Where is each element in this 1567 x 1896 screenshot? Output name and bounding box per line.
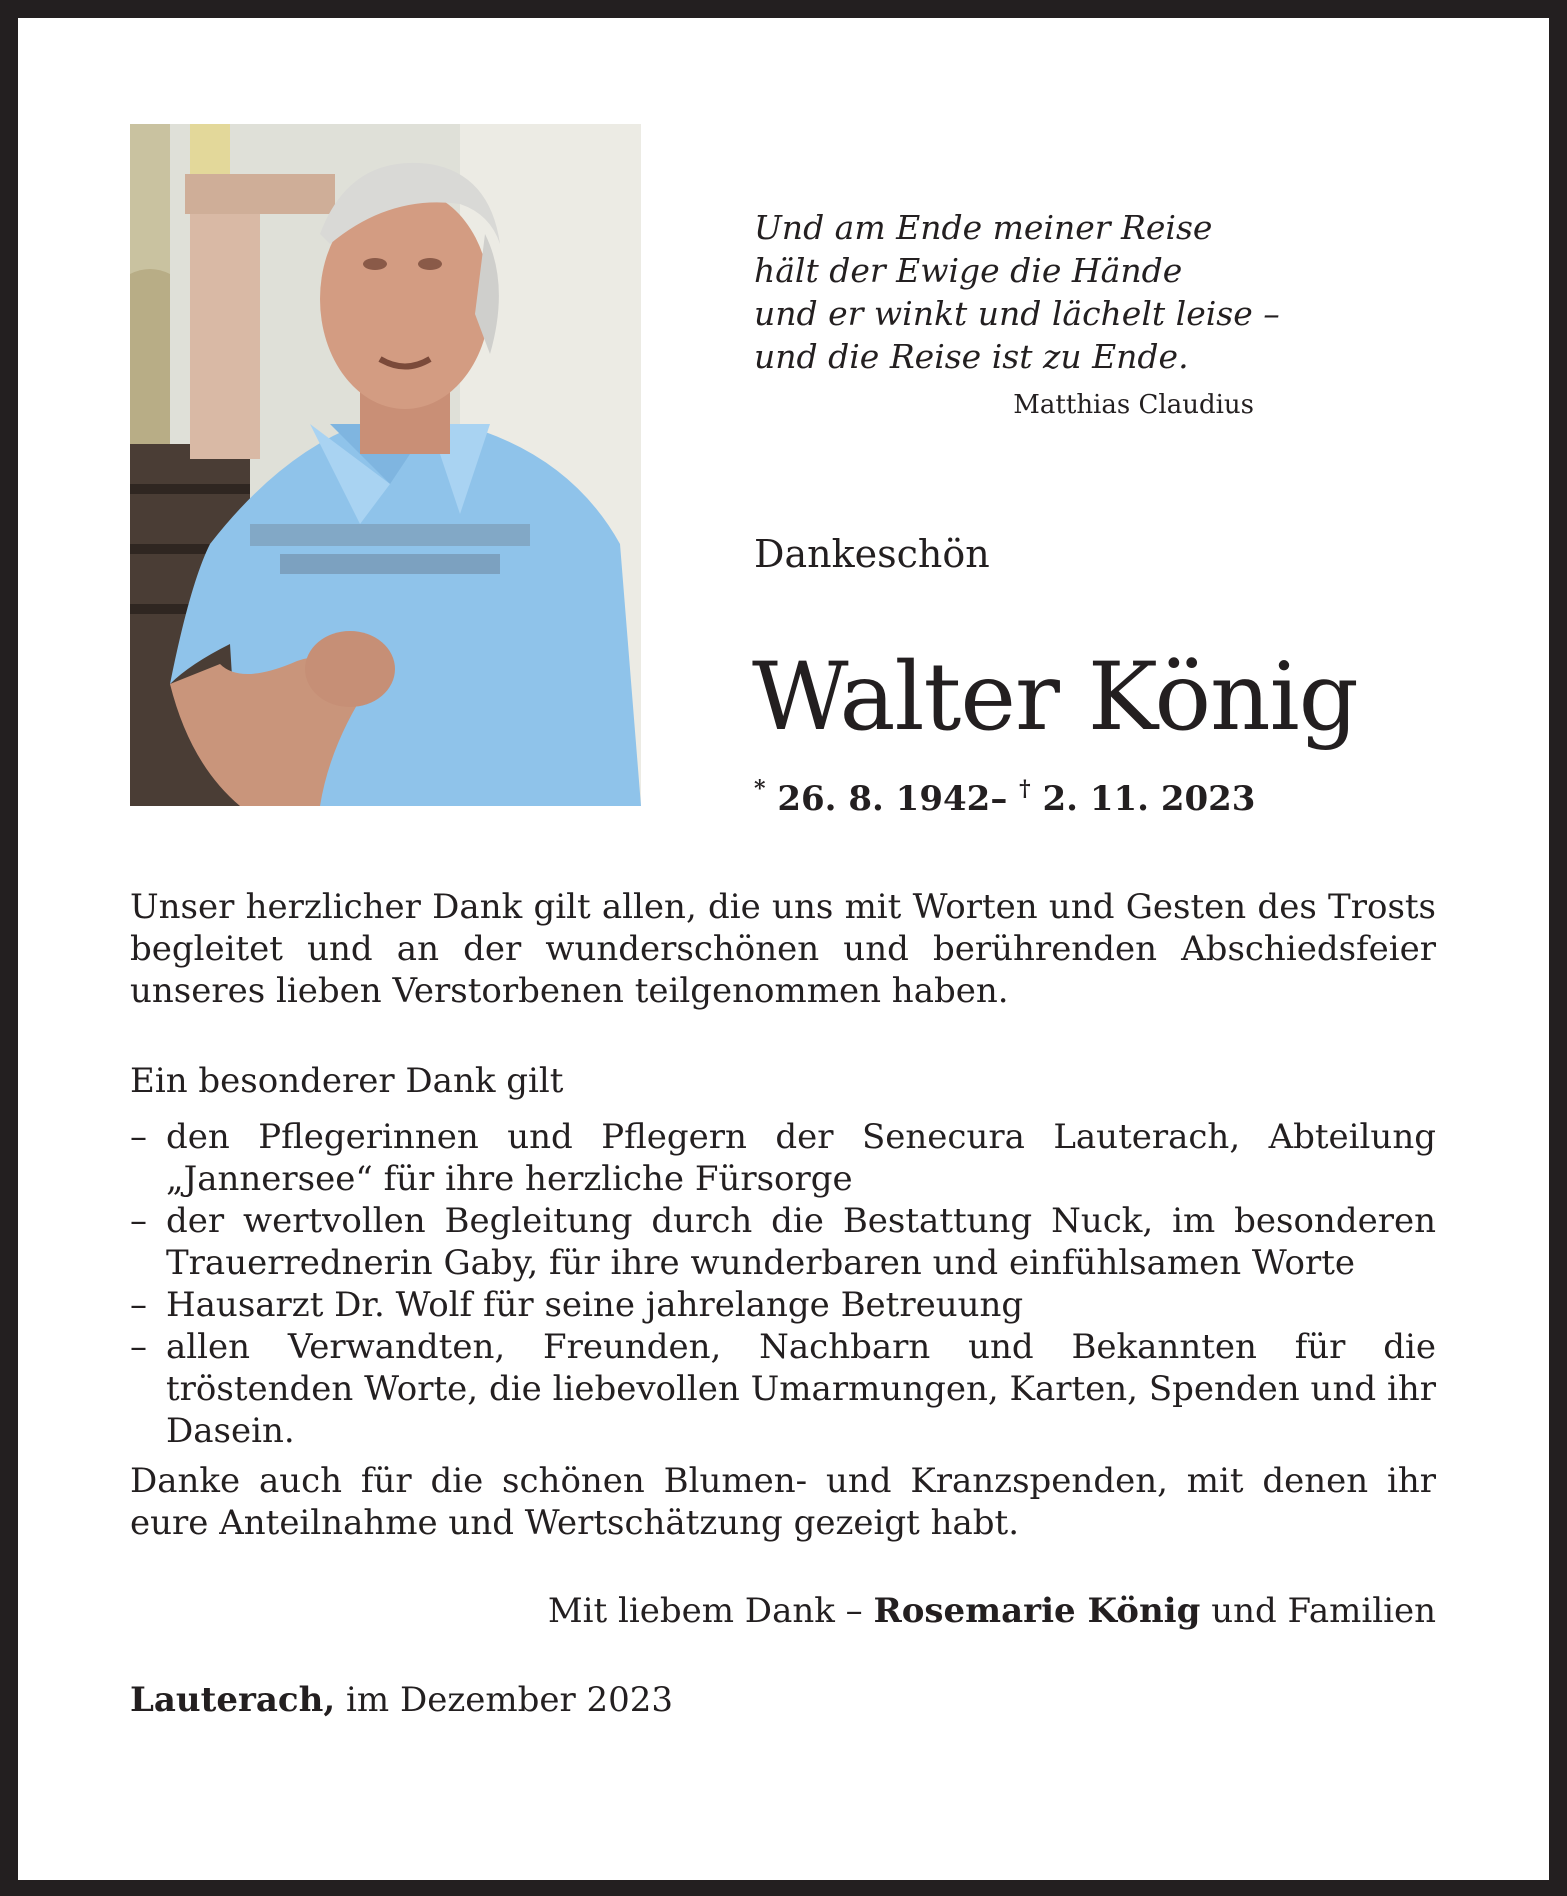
quote-line: und er winkt und lächelt leise – [754,294,1280,333]
signoff-name: Rosemarie König [873,1591,1201,1631]
date-separator: – [990,779,1008,819]
thanks-list [130,1116,1436,1452]
portrait-photo [130,124,641,806]
list-item: – der wertvollen Begleitung durch die Bestattung Nuck, im besonderen Trauerrednerin Gaby, für ihre wunderbaren und einfühlsamen Worte [130,1200,1436,1284]
list-item: – allen Verwandten, Freunden, Nachbarn und Bekannten für die tröstenden Worte, die liebevollen Umarmungen, Karten, Spenden und ihr Dasein. [130,1326,1436,1452]
heading-dankeschoen: Dankeschön [754,532,990,576]
list-item: – Hausarzt Dr. Wolf für seine jahrelange Betreuung [130,1284,1436,1326]
place-date [130,1680,673,1720]
memorial-quote [754,206,1314,378]
signoff-suffix: und Familien [1211,1591,1436,1631]
birth-date: 26. 8. 1942 [777,779,991,819]
signoff [130,1590,1436,1632]
flowers-paragraph: Danke auch für die schönen Blumen- und Kranzspenden, mit denen ihr eure Anteilnahme und Wertschätzung gezeigt habt. [130,1461,1436,1543]
place-town: Lauterach, [130,1680,336,1720]
birth-symbol: * [754,776,766,802]
quote-line: und die Reise ist zu Ende. [754,337,1189,376]
quote-author: Matthias Claudius [1013,390,1254,420]
quote-line: hält der Ewige die Hände [754,251,1183,290]
quote-line: Und am Ende meiner Reise [754,208,1213,247]
thanks-paragraph: Unser herzlicher Dank gilt allen, die uns mit Worten und Gesten des Trosts begleitet und an der wunderschönen und berührenden Abschiedsfeier unseres lieben Verstorbenen teilgenommen haben. [130,887,1436,1011]
death-symbol: † [1019,776,1031,802]
place-date-text: im Dezember 2023 [346,1680,674,1720]
death-date: 2. 11. 2023 [1042,779,1256,819]
list-item: – den Pflegerinnen und Pflegern der Senecura Lauterach, Abteilung „Jannersee“ für ihre herzliche Fürsorge [130,1116,1436,1200]
portrait-illustration [130,124,641,806]
life-dates [754,776,1255,819]
special-thanks-intro: Ein besonderer Dank gilt [130,1061,564,1101]
deceased-name: Walter König [752,643,1358,752]
signoff-prefix: Mit liebem Dank – [547,1591,863,1631]
